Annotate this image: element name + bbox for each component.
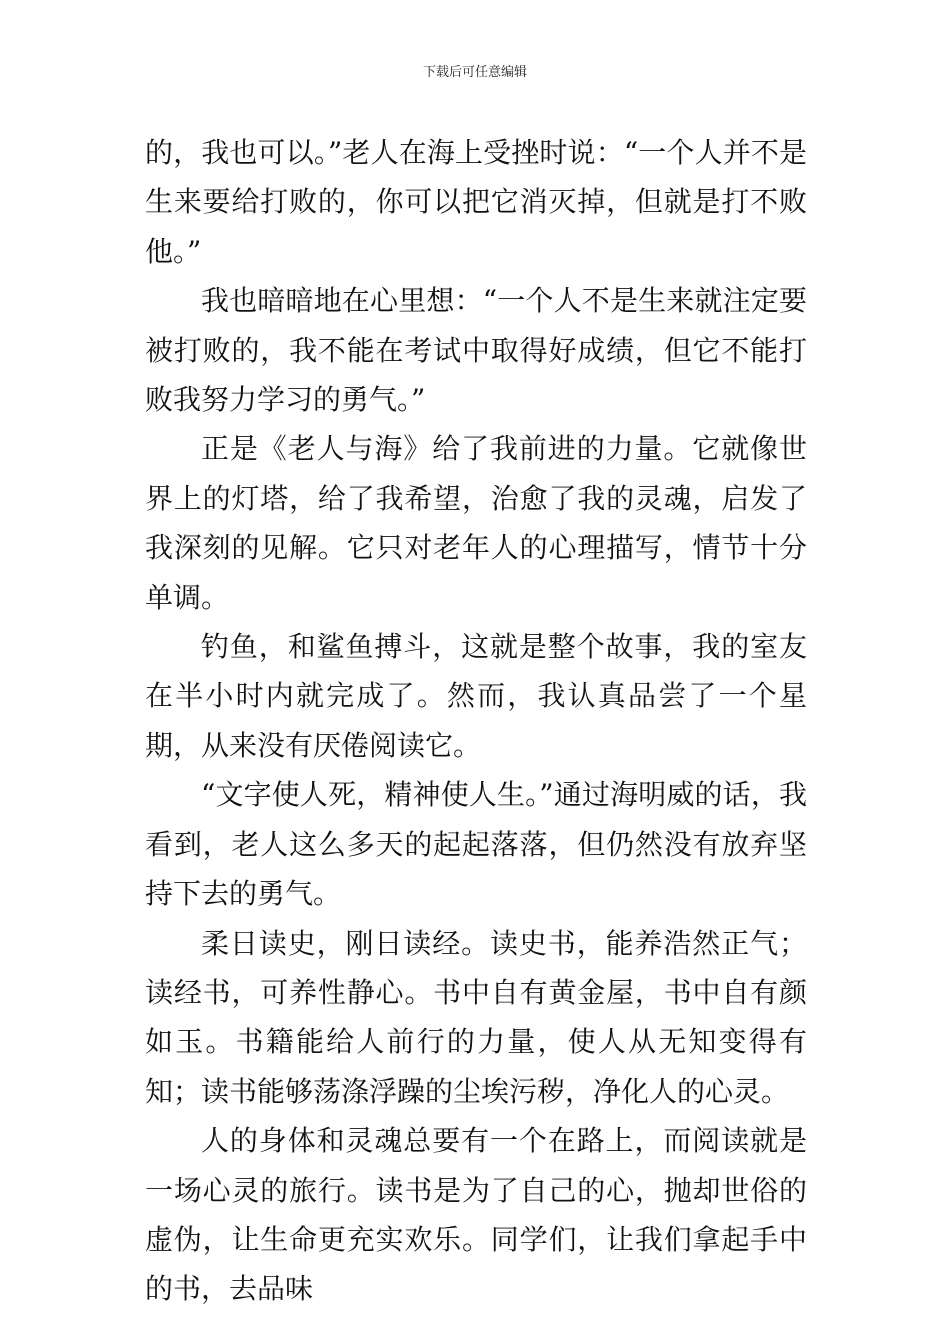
paragraph-7: 人的身体和灵魂总要有一个在路上，而阅读就是一场心灵的旅行。读书是为了自己的心，抛却世俗的虚伪，让生命更充实欢乐。同学们，让我们拿起手中的书，去品味 bbox=[145, 1124, 807, 1306]
header-note: 下载后可任意编辑 bbox=[422, 65, 527, 80]
document-body bbox=[145, 128, 807, 1314]
paragraph-5: “文字使人死，精神使人生。”通过海明威的话，我看到，老人这么多天的起起落落，但仍然没有放弃坚持下去的勇气。 bbox=[145, 778, 807, 911]
paragraph-1: 的，我也可以。”老人在海上受挫时说：“一个人并不是生来要给打败的，你可以把它消灭掉，但就是打不败他。” bbox=[145, 136, 807, 268]
paragraph-4: 钓鱼，和鲨鱼搏斗，这就是整个故事，我的室友在半小时内就完成了。然而，我认真品尝了一个星期，从来没有厌倦阅读它。 bbox=[145, 630, 807, 762]
paragraph-3: 正是《老人与海》给了我前进的力量。它就像世界上的灯塔，给了我希望，治愈了我的灵魂，启发了我深刻的见解。它只对老年人的心理描写，情节十分单调。 bbox=[145, 432, 807, 614]
paragraph-6: 柔日读史，刚日读经。读史书，能养浩然正气；读经书，可养性静心。书中自有黄金屋，书中自有颜如玉。书籍能给人前行的力量，使人从无知变得有知；读书能够荡涤浮躁的尘埃污秽，净化人的心灵。 bbox=[145, 926, 807, 1108]
paragraph-2: 我也暗暗地在心里想：“一个人不是生来就注定要被打败的，我不能在考试中取得好成绩，但它不能打败我努力学习的勇气。” bbox=[145, 284, 807, 417]
